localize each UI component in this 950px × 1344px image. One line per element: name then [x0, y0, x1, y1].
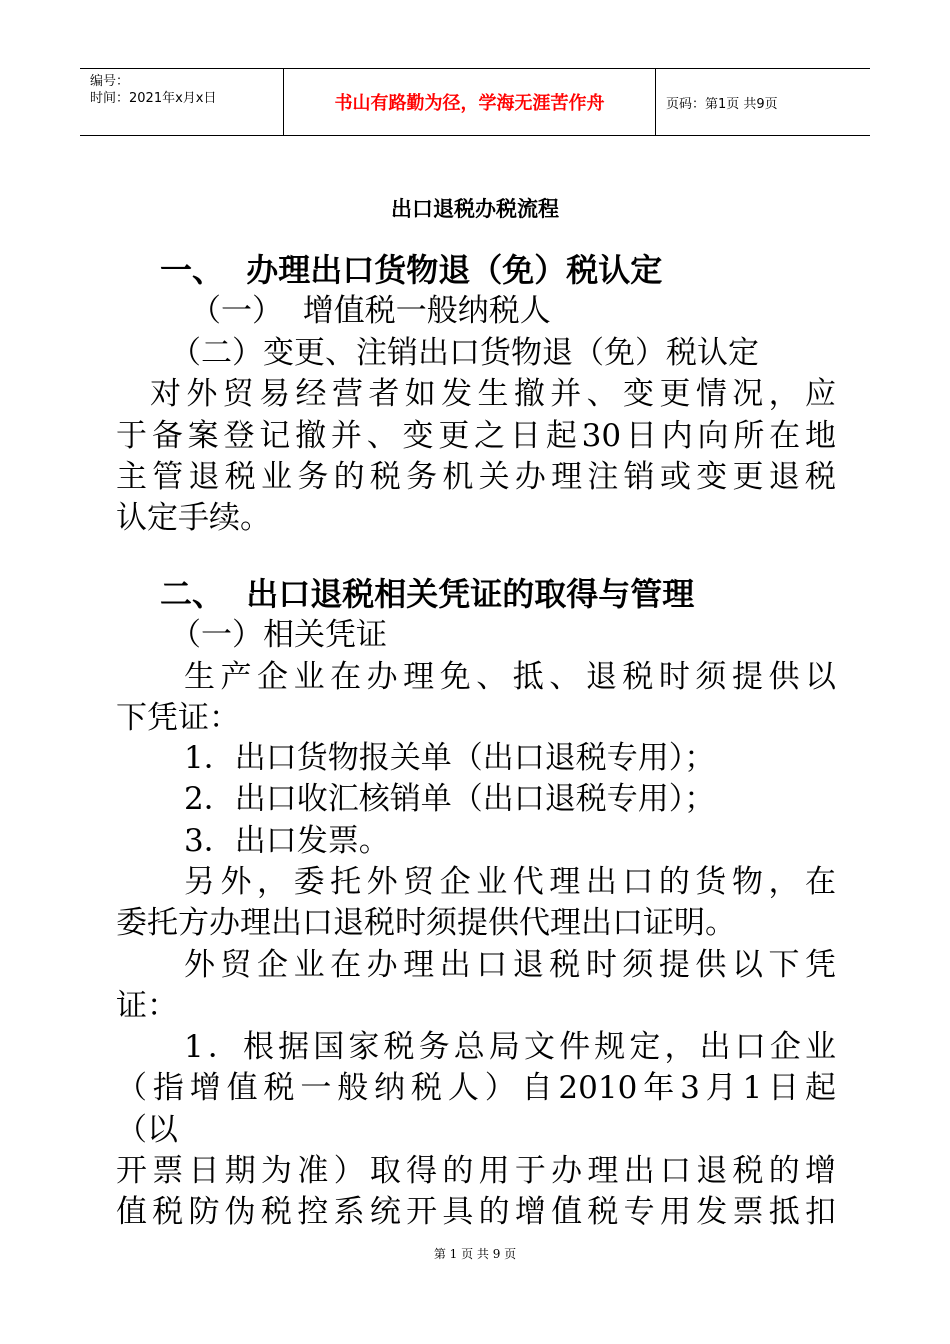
body-line: 于备案登记撤并、变更之日起30日内向所在地 [116, 418, 836, 454]
subsection-heading: （一）相关凭证 [170, 617, 387, 653]
list-item: 3．出口发票。 [184, 823, 390, 859]
body-line: 开票日期为准）取得的用于办理出口退税的增 [116, 1153, 836, 1189]
body-line: 委托方办理出口退税时须提供代理出口证明。 [116, 905, 736, 941]
section-heading-1: 一、 办理出口货物退（免）税认定 [160, 251, 663, 289]
header-table [80, 68, 870, 136]
document-number-label: 编号： [90, 74, 130, 89]
list-item: 2．出口收汇核销单（出口退税专用）； [184, 781, 716, 817]
body-line: 值税防伪税控系统开具的增值税专用发票抵扣 [116, 1194, 836, 1230]
body-line: 主管退税业务的税务机关办理注销或变更退税 [116, 459, 836, 495]
page-footer: 第 1 页 共 9 页 [433, 1247, 517, 1261]
body-line: 认定手续。 [116, 500, 271, 536]
header-left-cell [80, 69, 283, 135]
motto-text: 书山有路勤为径，学海无涯苦作舟 [334, 93, 605, 114]
header-middle-cell [283, 69, 656, 135]
body-line: （以 [116, 1112, 178, 1148]
document-title: 出口退税办税流程 [391, 196, 559, 221]
header-right-cell [656, 69, 870, 135]
body-line: 下凭证： [116, 700, 240, 736]
body-line: 生产企业在办理免、抵、退税时须提供以 [184, 659, 836, 695]
page-info: 页码：第1页 共9页 [666, 96, 778, 112]
body-line: 证： [116, 988, 178, 1024]
body-line: 对外贸易经营者如发生撤并、变更情况，应 [150, 376, 836, 412]
body-line: 另外，委托外贸企业代理出口的货物，在 [184, 864, 836, 900]
document-time-label: 时间：2021年x月x日 [90, 91, 217, 106]
body-line: 外贸企业在办理出口退税时须提供以下凭 [184, 947, 836, 983]
body-line: （指增值税一般纳税人）自2010年3月1日起 [116, 1070, 836, 1106]
body-line: 1．根据国家税务总局文件规定，出口企业 [184, 1029, 836, 1065]
subsection-heading: （一） 增值税一般纳税人 [190, 293, 551, 329]
list-item: 1．出口货物报关单（出口退税专用）； [184, 740, 716, 776]
section-heading-2: 二、 出口退税相关凭证的取得与管理 [160, 575, 695, 613]
subsection-heading: （二）变更、注销出口货物退（免）税认定 [170, 335, 759, 371]
